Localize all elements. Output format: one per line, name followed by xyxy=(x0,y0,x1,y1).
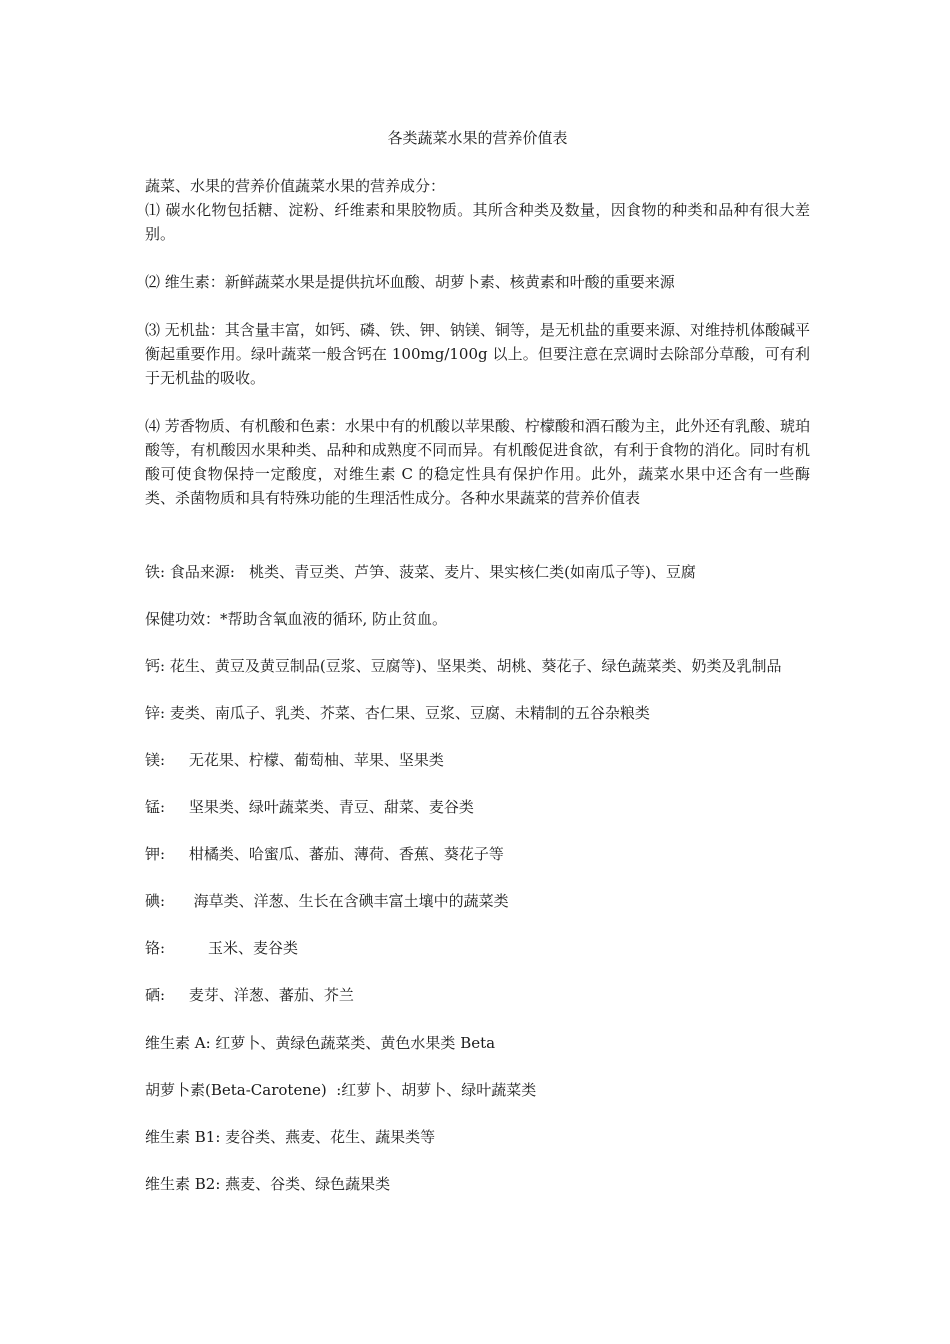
nutrient-line-potassium: 钾: 柑橘类、哈蜜瓜、蕃茄、薄荷、香蕉、葵花子等 xyxy=(145,845,504,863)
nutrient-line-iron-benefit: 保健功效：*帮助含氧血液的循环, 防止贫血。 xyxy=(145,610,448,628)
nutrient-line-iron: 铁: 食品来源: 桃类、青豆类、芦笋、菠菜、麦片、果实核仁类(如南瓜子等)、豆腐 xyxy=(145,563,696,581)
intro-line: 蔬菜、水果的营养价值蔬菜水果的营养成分： xyxy=(145,177,446,195)
nutrient-line-magnesium: 镁: 无花果、柠檬、葡萄柚、苹果、坚果类 xyxy=(145,751,444,769)
paragraph-organic-acids: ⑷ 芳香物质、有机酸和色素：水果中有的机酸以苹果酸、柠檬酸和酒石酸为主，此外还有乳酸、琥珀酸等，有机酸因水果种类、品种和成熟度不同而异。有机酸促进食欲，有利于食物的消化。同时有机酸可使食物保持一定酸度，对维生素 C 的稳定性具有保护作用。此外，蔬菜水果中还含有一些酶类、杀菌物质和具有特殊功能的生理活性成分。各种水果蔬菜的营养价值表 xyxy=(145,417,810,507)
paragraph-carbohydrates: ⑴ 碳水化物包括糖、淀粉、纤维素和果胶物质。其所含种类及数量，因食物的种类和品种有很大差别。 xyxy=(145,201,810,243)
paragraph-vitamins: ⑵ 维生素：新鲜蔬菜水果是提供抗坏血酸、胡萝卜素、核黄素和叶酸的重要来源 xyxy=(145,273,675,291)
nutrient-line-chromium: 铬: 玉米、麦谷类 xyxy=(145,939,298,957)
nutrient-line-zinc: 锌: 麦类、南瓜子、乳类、芥菜、杏仁果、豆浆、豆腐、未精制的五谷杂粮类 xyxy=(145,704,650,722)
nutrient-line-beta-carotene: 胡萝卜素(Beta-Carotene) :红萝卜、胡萝卜、绿叶蔬菜类 xyxy=(145,1081,537,1099)
nutrient-line-iodine: 碘: 海草类、洋葱、生长在含碘丰富土壤中的蔬菜类 xyxy=(145,892,509,910)
nutrient-line-vitamin-b1: 维生素 B1: 麦谷类、燕麦、花生、蔬果类等 xyxy=(145,1128,436,1146)
nutrient-line-selenium: 硒: 麦芽、洋葱、蕃茄、芥兰 xyxy=(145,986,354,1004)
nutrient-line-vitamin-a: 维生素 A: 红萝卜、黄绿色蔬菜类、黄色水果类 Beta xyxy=(145,1034,496,1052)
nutrient-line-vitamin-b2: 维生素 B2: 燕麦、谷类、绿色蔬果类 xyxy=(145,1175,391,1193)
nutrient-line-manganese: 锰: 坚果类、绿叶蔬菜类、青豆、甜菜、麦谷类 xyxy=(145,798,474,816)
paragraph-minerals: ⑶ 无机盐：其含量丰富，如钙、磷、铁、钾、钠镁、铜等，是无机盐的重要来源、对维持机体酸碱平衡起重要作用。绿叶蔬菜一般含钙在 100mg/100g 以上。但要注意在烹调时去除部分草酸，可有利于无机盐的吸收。 xyxy=(145,321,810,387)
document-title: 各类蔬菜水果的营养价值表 xyxy=(387,129,568,147)
nutrient-line-calcium: 钙: 花生、黄豆及黄豆制品(豆浆、豆腐等)、坚果类、胡桃、葵花子、绿色蔬菜类、奶类及乳制品 xyxy=(145,657,782,675)
